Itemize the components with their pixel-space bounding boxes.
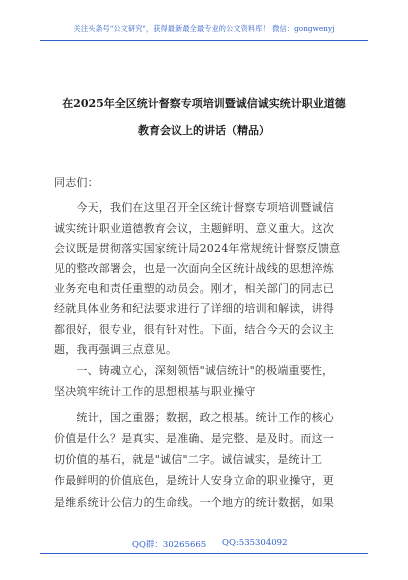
body-line: 是维系统计公信力的生命线。一个地方的统计数据，如果 <box>54 496 334 509</box>
footer-qq-contact: QQ:535304092 <box>222 538 288 548</box>
document-title-line-2: 教育会议上的讲话（精品） <box>138 124 270 137</box>
body-line: 经就具体业务和纪法要求进行了详细的培训和解读，讲得 <box>54 302 334 315</box>
document-title-line-1: 在2025年全区统计督察专项培训暨诚信诚实统计职业道德 <box>62 97 346 110</box>
body-line: 会议既是贯彻落实国家统计局2024年常规统计督察反馈意 <box>54 242 341 255</box>
body-line: 切价值的基石，就是"诚信"二字。诚信诚实，是统计工 <box>54 453 323 466</box>
body-line: 统计，国之重器；数据，政之根基。统计工作的核心 <box>54 411 334 424</box>
body-line: 作最鲜明的价值底色，是统计人安身立命的职业操守，更 <box>54 474 334 487</box>
header-divider <box>40 40 368 41</box>
footer-qq-group: QQ群：30265665 <box>132 540 207 550</box>
body-line: 见的整改部署会，也是一次面向全区统计战线的思想淬炼 <box>54 262 334 275</box>
body-line: 都很好，很专业，很有针对性。下面，结合今天的会议主 <box>54 323 334 336</box>
body-line: 诚实统计职业道德教育会议，主题鲜明、意义重大。这次 <box>54 222 334 235</box>
body-line: 题，我再强调三点意见。 <box>54 343 178 356</box>
body-line: 业务充电和责任重塑的动员会。刚才，相关部门的同志已 <box>54 282 334 295</box>
section-heading-line: 一、铸魂立心，深刻领悟"诚信统计"的极端重要性， <box>54 364 334 377</box>
footer-divider <box>40 553 368 554</box>
body-line: 今天，我们在这里召开全区统计督察专项培训暨诚信 <box>54 201 334 214</box>
salutation: 同志们： <box>54 176 99 189</box>
header-banner: 关注头条号"公文研究"，获得最新最全最专业的公文资料库！ 微信：gongwenyj <box>73 24 335 33</box>
body-line: 价值是什么？是真实、是准确、是完整、是及时。而这一 <box>54 432 334 445</box>
section-heading-line: 坚决筑牢统计工作的思想根基与职业操守 <box>54 385 256 398</box>
